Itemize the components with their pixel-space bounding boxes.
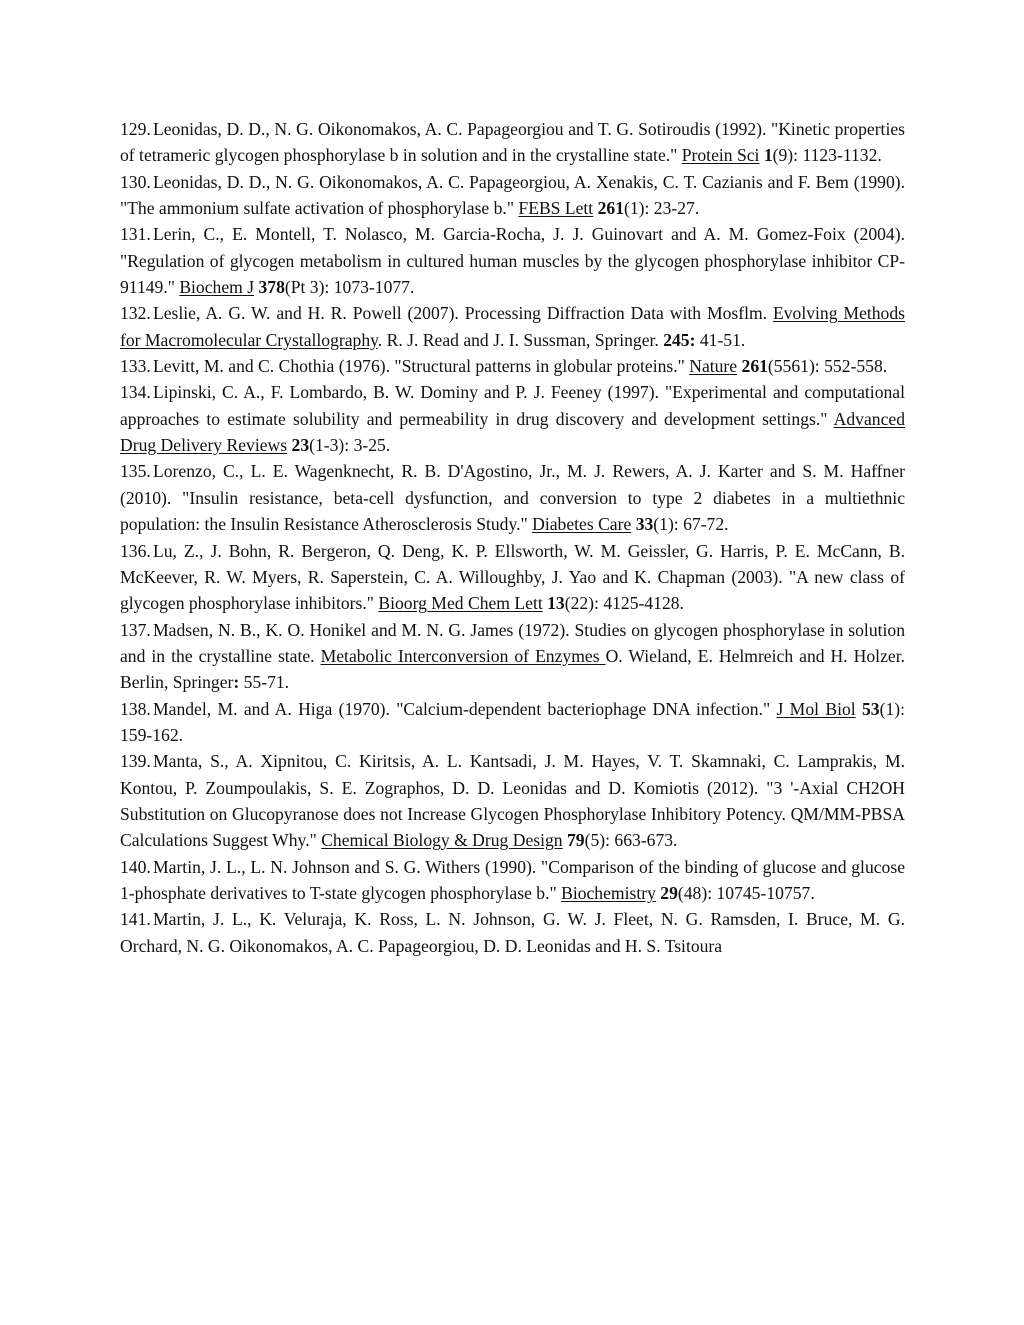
volume-number: 245: [663, 329, 696, 350]
reference-number: 132. [120, 303, 151, 324]
reference-number: 136. [120, 540, 151, 561]
volume-number: 23 [291, 435, 310, 456]
reference-text: (48): 10745-10757. [677, 882, 815, 903]
reference-entry [120, 696, 905, 749]
journal-title: Diabetes Care [532, 514, 632, 535]
reference-text: O. Wieland, E. Helmreich and H. Holzer. Berlin, Springer [120, 645, 905, 693]
reference-entry [120, 854, 905, 907]
reference-number: 137. [120, 619, 151, 640]
reference-number: 131. [120, 224, 151, 245]
reference-text: (9): 1123-1132. [772, 145, 882, 166]
journal-title: Evolving Methods for Macromolecular Crystallography [120, 303, 905, 350]
reference-entry [120, 538, 905, 617]
reference-text: 41-51. [695, 329, 746, 350]
reference-entry [120, 353, 905, 379]
reference-text: Levitt, M. and C. Chothia (1976). "Structural patterns in globular proteins." [153, 356, 690, 377]
volume-number: 378 [258, 277, 285, 298]
reference-text: Martin, J. L., K. Veluraja, K. Ross, L. N. Johnson, G. W. J. Fleet, N. G. Ramsden, I. Bruce, M. G. Orchard, N. G. Oikonomakos, A. C. Papageorgiou, D. D. Leonidas and H. S. Tsitoura [120, 909, 905, 956]
journal-title: Nature [689, 356, 738, 377]
reference-text: Leonidas, D. D., N. G. Oikonomakos, A. C. Papageorgiou, A. Xenakis, C. T. Cazianis and F. Bem (1990). "The ammonium sulfate activation of phosphorylase b." [120, 171, 905, 219]
reference-number: 138. [120, 698, 151, 719]
reference-text: (1-3): 3-25. [309, 435, 391, 456]
reference-text: (1): 23-27. [624, 198, 700, 219]
reference-number: 141. [120, 909, 151, 930]
reference-entry [120, 221, 905, 300]
reference-entry [120, 748, 905, 853]
reference-entry [120, 379, 905, 458]
reference-list [120, 116, 905, 959]
reference-number: 135. [120, 461, 151, 482]
reference-text: Leonidas, D. D., N. G. Oikonomakos, A. C. Papageorgiou and T. G. Sotiroudis (1992). "Kinetic properties of tetrameric glycogen phosphorylase b in solution and in the crystalline state." [120, 119, 905, 166]
reference-text: (22): 4125-4128. [564, 593, 684, 614]
volume-number: : [233, 672, 240, 693]
reference-text: (1): 67-72. [653, 514, 729, 535]
reference-text: (5): 663-673. [584, 830, 678, 851]
volume-number: 1 [763, 145, 773, 166]
reference-text: Lorenzo, C., L. E. Wagenknecht, R. B. D'Agostino, Jr., M. J. Rewers, A. J. Karter and S. M. Haffner (2010). "Insulin resistance, beta-cell dysfunction, and conversion to type 2 diabetes in a multiethnic population: the Insulin Resistance Atherosclerosis Study." [120, 461, 905, 535]
reference-entry [120, 617, 905, 696]
reference-number: 133. [120, 356, 151, 377]
journal-title: Bioorg Med Chem Lett [378, 593, 543, 614]
volume-number: 53 [862, 698, 880, 719]
reference-text: Manta, S., A. Xipnitou, C. Kiritsis, A. L. Kantsadi, J. M. Hayes, V. T. Skamnaki, C. Lamprakis, M. Kontou, P. Zoumpoulakis, S. E. Zographos, D. D. Leonidas and D. Komiotis (2012). "3 '-Axial CH2OH Substitution on Glucopyranose does not Increase Glycogen Phosphorylase Inhibitory Potency. QM/MM-PBSA Calculations Suggest Why." [120, 751, 905, 851]
reference-number: 140. [120, 856, 151, 877]
reference-text: Lu, Z., J. Bohn, R. Bergeron, Q. Deng, K. P. Ellsworth, W. M. Geissler, G. Harris, P. E. McCann, B. McKeever, R. W. Myers, R. Saperstein, C. A. Willoughby, J. Yao and K. Chapman (2003). "A new class of glycogen phosphorylase inhibitors." [120, 540, 905, 614]
reference-entry [120, 300, 905, 353]
journal-title: FEBS Lett [518, 198, 594, 219]
journal-title: J Mol Biol [776, 698, 856, 719]
journal-title: Metabolic Interconversion of Enzymes [320, 645, 606, 666]
reference-text: Martin, J. L., L. N. Johnson and S. G. Withers (1990). "Comparison of the binding of glucose and glucose 1-phosphate derivatives to T-state glycogen phosphorylase b." [120, 856, 905, 903]
reference-entry [120, 906, 905, 959]
journal-title: Chemical Biology & Drug Design [321, 830, 563, 851]
reference-number: 130. [120, 171, 151, 192]
reference-number: 129. [120, 119, 151, 139]
reference-text: Lipinski, C. A., F. Lombardo, B. W. Dominy and P. J. Feeney (1997). "Experimental and computational approaches to estimate solubility and permeability in drug discovery and development settings." [120, 382, 905, 429]
volume-number: 79 [567, 830, 585, 851]
journal-title: Biochemistry [561, 882, 656, 903]
reference-entry [120, 458, 905, 537]
volume-number: 261 [597, 198, 624, 219]
reference-number: 139. [120, 751, 151, 772]
journal-title: Advanced Drug Delivery Reviews [120, 408, 905, 456]
reference-text: (Pt 3): 1073-1077. [284, 277, 415, 298]
reference-text: 55-71. [239, 672, 290, 693]
volume-number: 29 [660, 882, 678, 903]
reference-text: Madsen, N. B., K. O. Honikel and M. N. G. James (1972). Studies on glycogen phosphorylase in solution and in the crystalline state. [120, 619, 905, 666]
journal-title: Protein Sci [681, 145, 760, 166]
volume-number: 33 [635, 514, 654, 535]
volume-number: 261 [741, 356, 768, 377]
reference-text: Leslie, A. G. W. and H. R. Powell (2007). Processing Diffraction Data with Mosflm. [153, 303, 773, 324]
reference-text: (1): 159-162. [120, 698, 905, 745]
journal-title: Biochem J [179, 277, 255, 298]
reference-text: . R. J. Read and J. I. Sussman, Springer. [377, 329, 664, 350]
reference-text: (5561): 552-558. [767, 356, 888, 377]
reference-text: Lerin, C., E. Montell, T. Nolasco, M. Garcia-Rocha, J. J. Guinovart and A. M. Gomez-Foix (2004). "Regulation of glycogen metabolism in cultured human muscles by the glycogen phosphorylase inhibitor CP-91149." [120, 224, 905, 298]
reference-text: Mandel, M. and A. Higa (1970). "Calcium-dependent bacteriophage DNA infection." [153, 698, 777, 719]
reference-number: 134. [120, 382, 151, 403]
reference-entry [120, 116, 905, 169]
reference-entry [120, 169, 905, 222]
volume-number: 13 [547, 593, 565, 614]
